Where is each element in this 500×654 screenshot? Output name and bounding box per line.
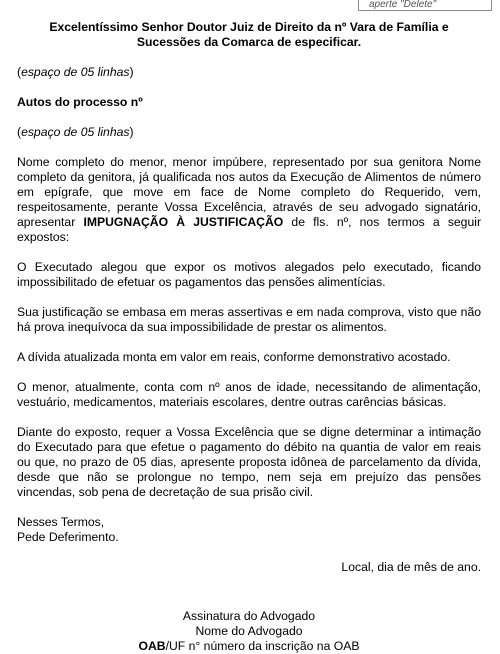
intro-paragraph xyxy=(17,155,481,245)
spacing-note-1-text: espaço de 05 linhas xyxy=(21,65,130,79)
spacing-note-1: (espaço de 05 linhas) xyxy=(17,65,134,79)
petition-document xyxy=(17,20,481,654)
spacing-note-2-text: espaço de 05 linhas xyxy=(21,125,130,139)
paragraph-requerimento: Diante do exposto, requer a Vossa Excelência que se digne determinar a intimação do Executado para que efetue o pagamento do débito na quantia de valor em reais ou que, no prazo de 05 dias, apresente proposta idônea de parcelamento da dívida, desde que não se prolongue no tempo, nem seja em prejuízo das pensões vincendas, sob pena de decretação de sua prisão civil. xyxy=(17,425,481,499)
signature-block xyxy=(17,609,481,654)
intro-text-start: Nome completo do menor, menor impúbere, representado por sua genitora Nome completo da genitora, já qualificada nos autos da Execução de Alimentos de número em epígrafe, que move em face de Nome completo do Requerido, vem, respeitosamente, perante Vossa Excelência, através de seu advogado signatário, apresentar xyxy=(17,155,481,229)
paragraph-menor: O menor, atualmente, conta com nº anos de idade, necessitando de alimentação, vestuário, medicamentos, materiais escolares, dentre outras carências básicas. xyxy=(17,380,481,409)
intro-text-end: de fls. nº, nos termos a seguir expostos: xyxy=(17,215,482,244)
delete-hint-box xyxy=(358,0,492,11)
impugnacao-title: IMPUGNAÇÃO À JUSTIFICAÇÃO xyxy=(83,215,284,229)
spacing-note-2: (espaço de 05 linhas) xyxy=(17,125,134,139)
oab-label: OAB xyxy=(138,639,166,653)
signature-line-2: Nome do Advogado xyxy=(195,624,303,638)
oab-line xyxy=(17,639,481,654)
closing-line-1: Nesses Termos, xyxy=(17,515,105,529)
paragraph-executado-alegou: O Executado alegou que expor os motivos alegados pelo executado, ficando impossibilitado de efetuar os pagamentos das pensões alimentícias. xyxy=(17,260,481,289)
delete-hint-label: aperte "Delete" xyxy=(369,0,437,10)
court-header: Excelentíssimo Senhor Doutor Juiz de Direito da nº Vara de Família e Sucessões da Comarca de especificar. xyxy=(49,20,449,49)
closing-line-2: Pede Deferimento. xyxy=(17,530,119,544)
process-number-label: Autos do processo nº xyxy=(17,95,143,109)
paragraph-divida: A dívida atualizada monta em valor em reais, conforme demonstrativo acostado. xyxy=(17,350,451,364)
place-date-line: Local, dia de mês de ano. xyxy=(341,560,481,574)
signature-line-1: Assinatura do Advogado xyxy=(182,609,316,623)
paragraph-justificacao: Sua justificação se embasa em meras assertivas e em nada comprova, visto que não há prova inequívoca da sua impossibilidade de prestar os alimentos. xyxy=(17,305,481,334)
oab-number-text: /UF n° número da inscrição na OAB xyxy=(165,639,360,653)
